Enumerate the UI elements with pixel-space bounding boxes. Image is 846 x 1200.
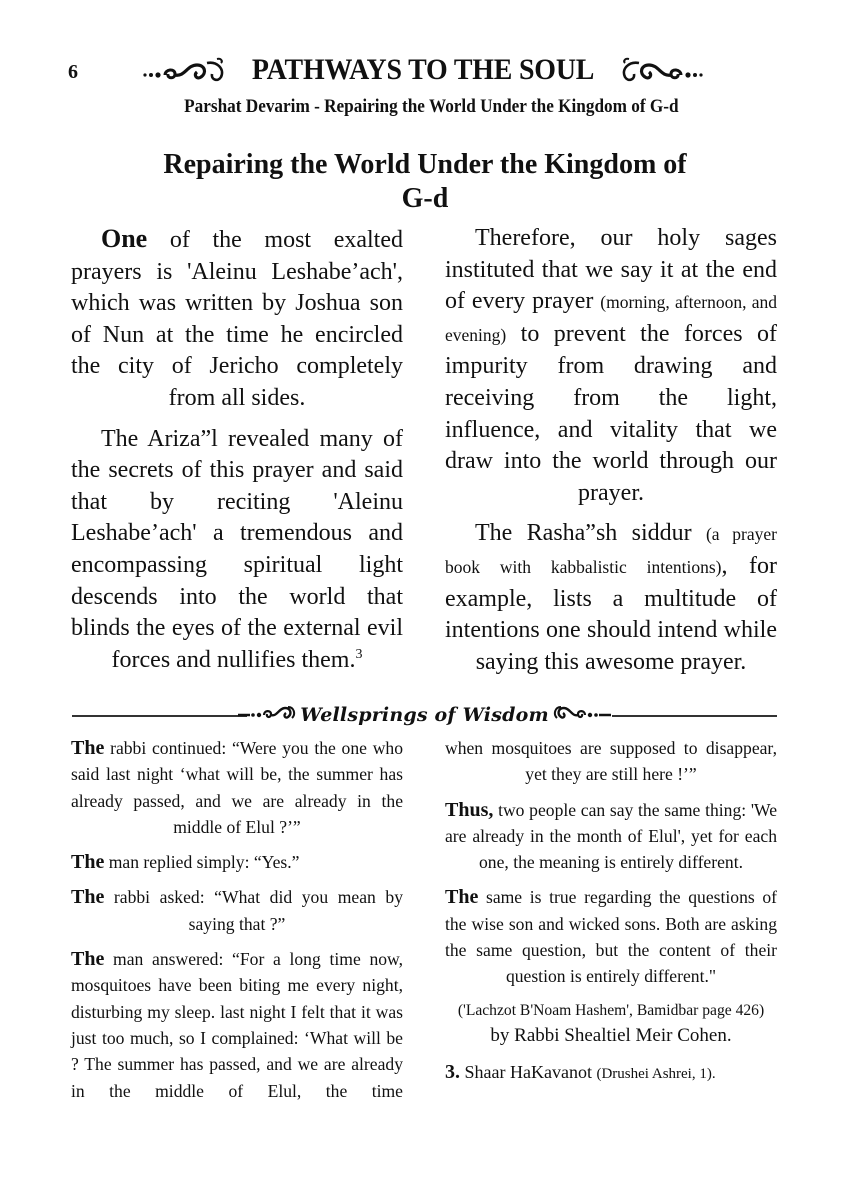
- article-title: [130, 148, 720, 216]
- paragraph-text: two people can say the same thing: 'We are already in the month of Elul', yet for each one, the meaning is entirely different.: [445, 799, 777, 873]
- footnote-ref[interactable]: 3: [355, 646, 363, 662]
- article-paragraph: [71, 424, 403, 677]
- footnote-detail: (Drushei Ashrei, 1).: [596, 1065, 716, 1082]
- article-left-column: [71, 223, 403, 685]
- lead-word: The: [71, 737, 105, 759]
- story-paragraph: [71, 884, 403, 937]
- flourish-right-icon: [553, 702, 613, 729]
- paragraph-text: of the most exalted prayers is 'Aleinu Leshabe’ach', which was written by Joshua son of Nun at the time he encircled the city of Jericho completely from all sides.: [71, 227, 403, 411]
- subheader: Parshat Devarim - Repairing the World Under the Kingdom of G-d: [184, 97, 679, 117]
- footnote-title: Shaar HaKavanot: [464, 1061, 592, 1082]
- article-title-line2: G-d: [401, 183, 449, 214]
- paragraph-aside: (morning, afternoon, and evening): [445, 292, 778, 345]
- article-title-line1: Repairing the World Under the Kingdom of: [163, 149, 687, 180]
- paragraph-text: The Rasha”sh siddur: [475, 520, 706, 547]
- paragraph-text: rabbi asked: “What did you mean by saying that ?”: [104, 887, 403, 934]
- lead-word: The: [71, 851, 105, 874]
- story-paragraph: [71, 735, 403, 840]
- paragraph-text: The Ariza”l revealed many of the secrets of this prayer and said that by reciting 'Aleinu Leshabe’ach' a tremendous and encompassing spiritual light descends into the world that blinds the eyes of the external evil forces and nullifies them.: [71, 425, 403, 673]
- running-header: [0, 50, 846, 90]
- paragraph-text: rabbi continued: “Were you the one who said last night ‘what will be, the summer has already passed, and we are already in the middle of Elul ?’”: [71, 738, 403, 837]
- story-author: by Rabbi Shealtiel Meir Cohen.: [490, 1024, 732, 1046]
- flourish-left-icon: [236, 702, 296, 729]
- story-citation: ('Lachzot B'Noam Hashem', Bamidbar page 426): [457, 1001, 765, 1019]
- lead-word: One: [101, 224, 148, 253]
- running-title: PATHWAYS TO THE SOUL: [251, 53, 595, 86]
- paragraph-text: man replied simply: “Yes.”: [104, 852, 300, 873]
- divider-title: Wellsprings of Wisdom: [300, 704, 549, 726]
- paragraph-text: Therefore, our holy sages instituted that we say it at the end of every prayer: [445, 225, 777, 315]
- paragraph-text: to prevent the forces of impurity from drawing and receiving from the light, influence, and vitality that we draw into the world through our prayer.: [445, 320, 777, 506]
- footnote-number: 3.: [445, 1060, 460, 1083]
- story-paragraph: [71, 946, 403, 1104]
- flourish-right-icon: [613, 55, 705, 85]
- article-paragraph: [445, 223, 777, 509]
- footnote: [445, 1059, 777, 1087]
- article-paragraph: [71, 223, 403, 415]
- section-divider: [72, 700, 777, 732]
- page-number: 6: [68, 61, 78, 83]
- article-paragraph: [445, 518, 777, 678]
- lead-word: The: [71, 948, 105, 971]
- story-continuation: when mosquitoes are supposed to disappear, yet they are still here !’”: [445, 738, 777, 785]
- story-paragraph: [71, 849, 403, 875]
- lead-word: The: [71, 886, 105, 909]
- paragraph-aside: (a prayer book with kabbalistic intentions): [445, 524, 777, 577]
- lead-word: Thus,: [445, 798, 494, 821]
- story-paragraph: [445, 797, 777, 876]
- paragraph-text: , for example, lists a multitude of intentions one should intend while saying this awesome prayer.: [445, 552, 777, 675]
- paragraph-text: same is true regarding the questions of the wise son and wicked sons. Both are asking the same question, but the content of their question is entirely different.": [445, 887, 777, 987]
- paragraph-text: man answered: “For a long time now, mosquitoes have been biting me every night, disturbing my sleep. last night I felt that it was just too much, so I complained: ‘What will be ? The summer has passed, and we are already in the middle of Elul, the time: [71, 949, 403, 1101]
- flourish-left-icon: [141, 55, 233, 85]
- story-paragraph: [445, 884, 777, 989]
- lead-word: The: [445, 886, 479, 909]
- story-right-column: [445, 735, 777, 1096]
- article-right-column: [445, 223, 777, 687]
- story-left-column: [71, 735, 403, 1113]
